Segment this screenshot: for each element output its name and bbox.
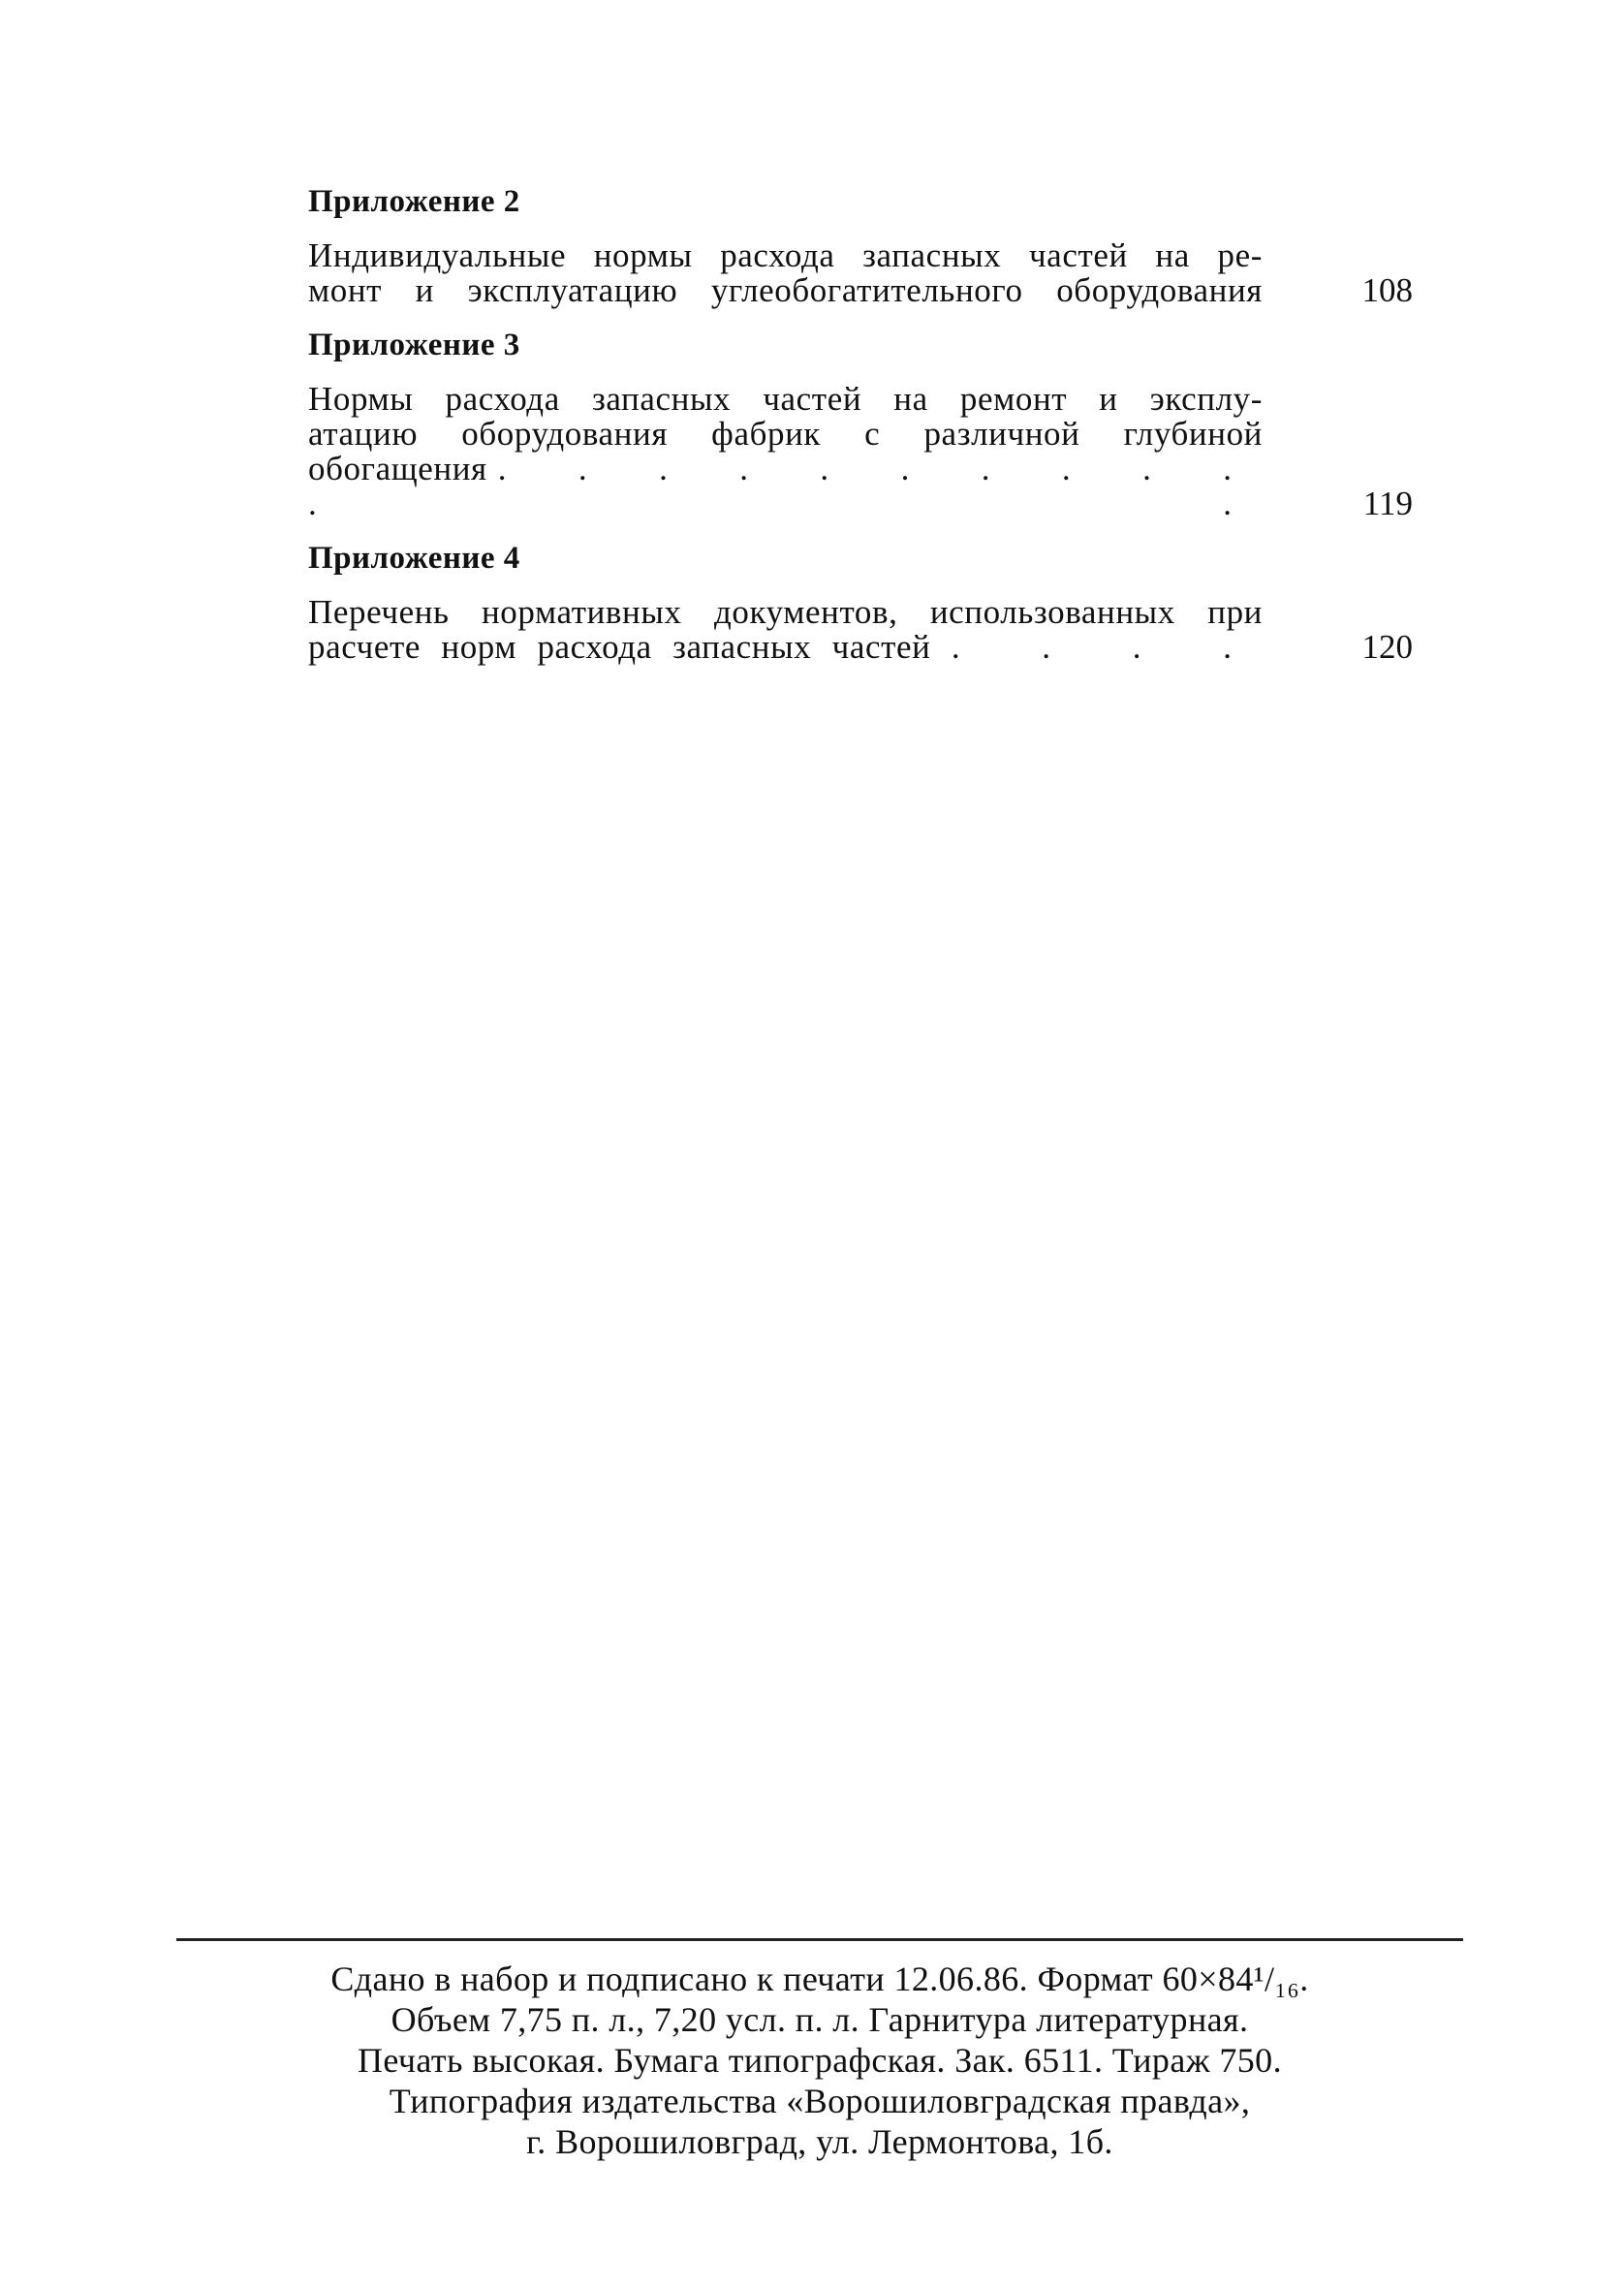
toc-entry-line-with-leader [308, 452, 1263, 521]
toc-entry-line: Перечень нормативных документов, использованных при [308, 593, 1263, 631]
toc-entry-line: обогащения [308, 450, 487, 487]
separator-rule [176, 1938, 1463, 1941]
appendix-4-heading: Приложение 4 [308, 541, 520, 576]
toc-entry-appendix-4 [308, 595, 1422, 665]
toc-entry-title [308, 382, 1263, 521]
imprint-line: Печать высокая. Бумага типографская. Зак. 6511. Тираж 750. [358, 2041, 1282, 2080]
toc-entry-line: атацию оборудования фабрик с различной глубиной [308, 415, 1263, 453]
dot-leader: . . . . . . . . . . . . [308, 450, 1263, 522]
toc-entry-appendix-2 [308, 238, 1422, 308]
imprint-block [176, 1938, 1463, 2162]
toc-entry-line: Индивидуальные нормы расхода запасных частей на ре- [308, 236, 1263, 274]
appendix-3-heading: Приложение 3 [308, 328, 520, 362]
toc-page-number: 108 [1361, 271, 1413, 309]
toc-entry-line: Нормы расхода запасных частей на ремонт и эксплу- [308, 380, 1263, 418]
imprint-line: Типография издательства «Ворошиловградская правда», [389, 2082, 1251, 2120]
imprint-line: Сдано в набор и подписано к печати 12.06.86. Формат 60×84¹/₁₆. [330, 1960, 1309, 1998]
table-of-contents [308, 165, 1422, 678]
toc-entry-line: монт и эксплуатацию углеобогатительного оборудования [308, 271, 1263, 309]
toc-entry-line-with-leader [308, 630, 1263, 665]
toc-page-number: 120 [1361, 628, 1413, 666]
toc-entry-title [308, 238, 1263, 308]
toc-page-number: 119 [1362, 485, 1413, 522]
appendix-2-heading: Приложение 2 [308, 184, 520, 219]
toc-entry-appendix-3 [308, 382, 1422, 521]
imprint-line: г. Ворошиловград, ул. Лермонтова, 1б. [526, 2122, 1113, 2161]
dot-leader: . . . . [951, 628, 1263, 666]
imprint-line: Объем 7,75 п. л., 7,20 усл. п. л. Гарнитура литературная. [390, 2000, 1249, 2039]
toc-entry-title [308, 595, 1263, 665]
toc-entry-line: расчете норм расхода запасных частей [308, 628, 931, 666]
